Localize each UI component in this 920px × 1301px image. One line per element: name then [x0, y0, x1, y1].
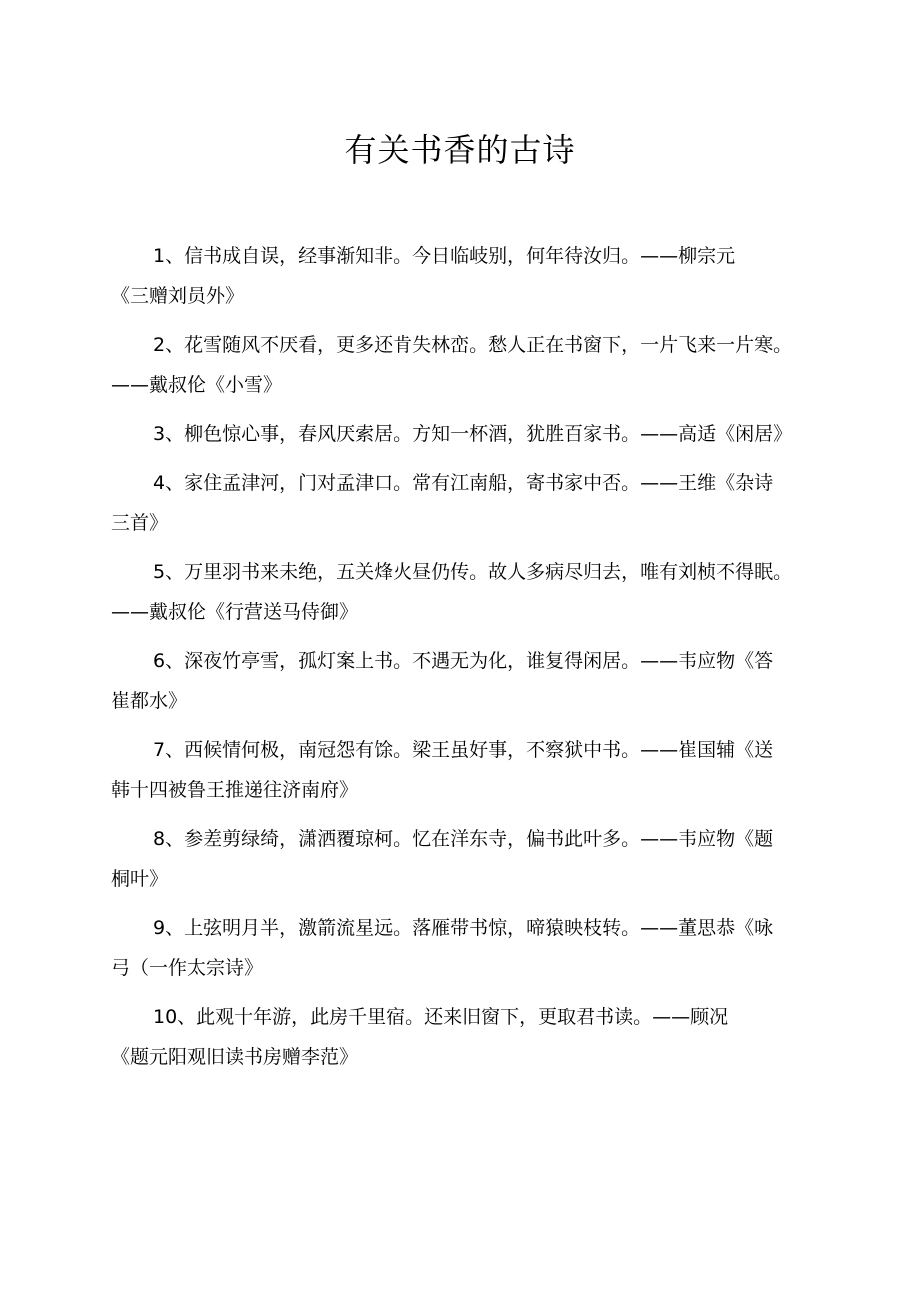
poem-item: [111, 641, 811, 721]
document-title: 有关书香的古诗: [344, 131, 576, 169]
poem-item: [111, 236, 811, 316]
poem-line: 8、参差剪绿绮，潇洒覆琼柯。忆在洋东寺，偏书此叶多。——韦应物《题: [153, 828, 774, 850]
poem-line-continued: 桐叶》: [111, 868, 169, 890]
poem-line: 3、柳色惊心事，春风厌索居。方知一杯酒，犹胜百家书。——高适《闲居》: [153, 423, 793, 445]
poem-line: 2、花雪随风不厌看，更多还肯失林峦。愁人正在书窗下，一片飞来一片寒。: [153, 334, 793, 356]
poem-item: [111, 819, 811, 899]
poem-line: 9、上弦明月半，激箭流星远。落雁带书惊，啼猿映枝转。——董思恭《咏: [153, 917, 774, 939]
poem-item: [111, 414, 811, 454]
poem-line-continued: 《题元阳观旧读书房赠李范》: [111, 1046, 359, 1068]
poem-line: 6、深夜竹亭雪，孤灯案上书。不遇无为化，谁复得闲居。——韦应物《答: [153, 650, 774, 672]
poem-line: 7、西候情何极，南冠怨有馀。梁王虽好事，不察狱中书。——崔国辅《送: [153, 739, 774, 761]
poem-line-continued: 《三赠刘员外》: [111, 285, 245, 307]
poem-line: 1、信书成自误，经事渐知非。今日临岐别，何年待汝归。——柳宗元: [153, 245, 736, 267]
poem-item: [111, 997, 811, 1077]
poem-line: 10、此观十年游，此房千里宿。还来旧窗下，更取君书读。——顾况: [153, 1006, 729, 1028]
poem-line-continued: 三首》: [111, 512, 169, 534]
poem-line-continued: 弓（一作太宗诗》: [111, 957, 264, 979]
poem-list: [111, 236, 811, 1086]
poem-item: [111, 552, 811, 632]
poem-item: [111, 463, 811, 543]
poem-line: 5、万里羽书来未绝，五关烽火昼仍传。故人多病尽归去，唯有刘桢不得眠。: [153, 561, 793, 583]
poem-line: 4、家住孟津河，门对孟津口。常有江南船，寄书家中否。——王维《杂诗: [153, 472, 774, 494]
poem-item: [111, 730, 811, 810]
poem-item: [111, 325, 811, 405]
poem-line-continued: ——戴叔伦《小雪》: [111, 374, 283, 396]
poem-line-continued: 崔都水》: [111, 690, 188, 712]
poem-line-continued: ——戴叔伦《行营送马侍御》: [111, 601, 359, 623]
poem-line-continued: 韩十四被鲁王推递往济南府》: [111, 779, 359, 801]
poem-item: [111, 908, 811, 988]
